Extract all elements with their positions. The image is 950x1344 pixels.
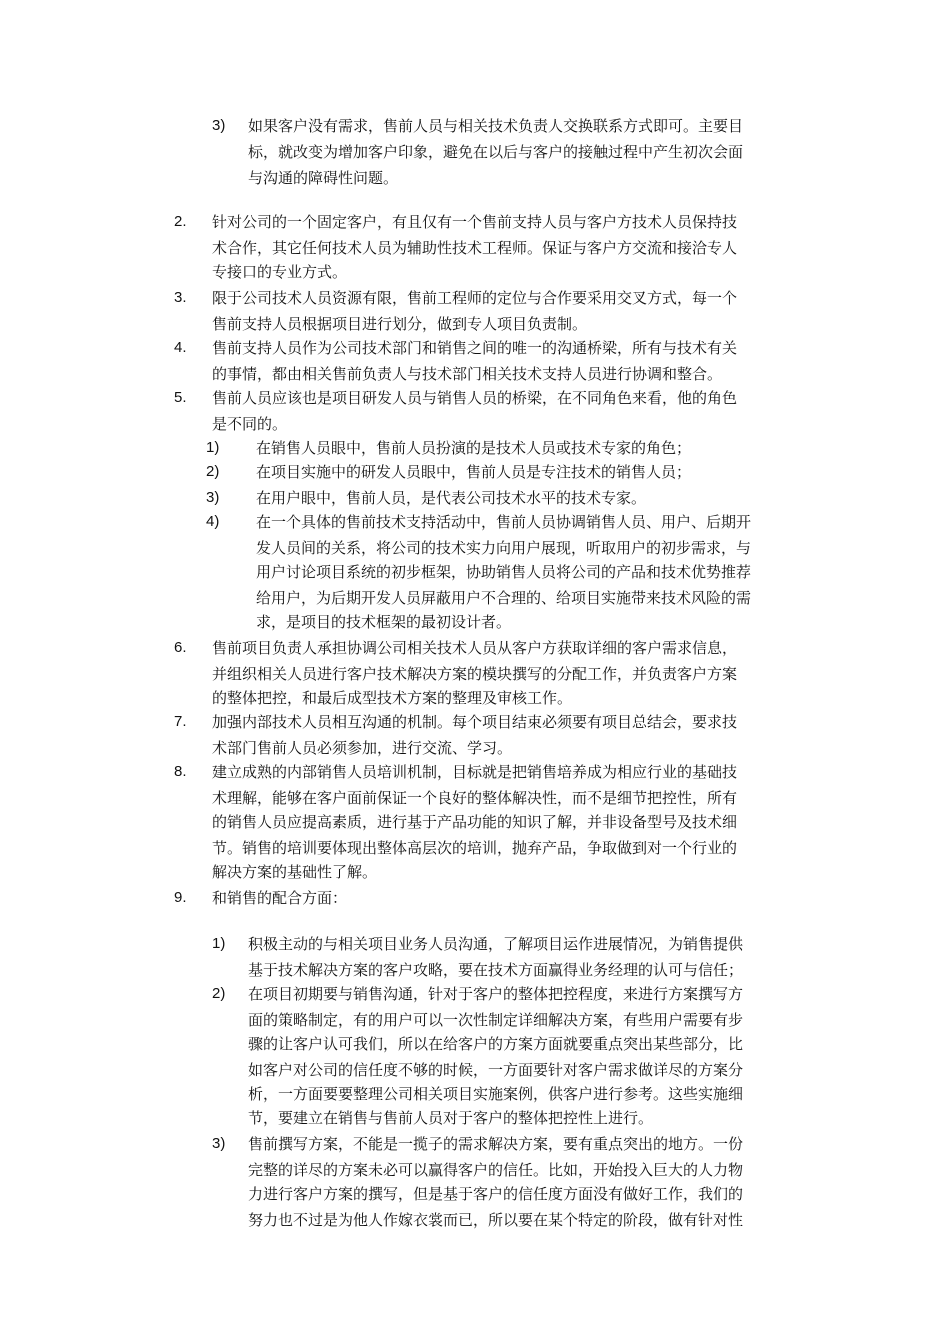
text-line: 用户讨论项目系统的初步框架，协助销售人员将公司的产品和技术优势推荐 xyxy=(256,563,752,581)
text-line: 加强内部技术人员相互沟通的机制。每个项目结束必须要有项目总结会，要求技 xyxy=(212,713,738,731)
text-line: 在用户眼中，售前人员，是代表公司技术水平的技术专家。 xyxy=(256,489,647,507)
text-line: 和销售的配合方面： xyxy=(212,889,348,907)
text-line: 节，要建立在销售与售前人员对于客户的整体把控性上进行。 xyxy=(248,1109,654,1127)
text-line: 基于技术解决方案的客户攻略，要在技术方面赢得业务经理的认可与信任； xyxy=(248,961,744,979)
text-line: 术部门售前人员必须参加，进行交流、学习。 xyxy=(212,739,513,757)
text-line: 是不同的。 xyxy=(212,415,288,433)
list-number: 2. xyxy=(174,213,187,230)
text-line: 专接口的专业方式。 xyxy=(212,263,348,281)
text-line: 节。销售的培训要体现出整体高层次的培训，抛弃产品，争取做到对一个行业的 xyxy=(212,839,738,857)
text-line: 售前人员应该也是项目研发人员与销售人员的桥梁，在不同角色来看，他的角色 xyxy=(212,389,738,407)
text-line: 售前项目负责人承担协调公司相关技术人员从客户方获取详细的客户需求信息， xyxy=(212,639,738,657)
text-line: 售前支持人员根据项目进行划分，做到专人项目负责制。 xyxy=(212,315,588,333)
text-line: 在项目实施中的研发人员眼中，售前人员是专注技术的销售人员； xyxy=(256,463,692,481)
text-line: 面的策略制定，有的用户可以一次性制定详细解决方案，有些用户需要有步 xyxy=(248,1011,744,1029)
text-line: 积极主动的与相关项目业务人员沟通，了解项目运作进展情况，为销售提供 xyxy=(248,935,744,953)
list-number: 8. xyxy=(174,763,187,780)
text-line: 的整体把控，和最后成型技术方案的整理及审核工作。 xyxy=(212,689,573,707)
text-line: 发人员间的关系，将公司的技术实力向用户展现，听取用户的初步需求，与 xyxy=(256,539,752,557)
text-line: 在一个具体的售前技术支持活动中，售前人员协调销售人员、用户、后期开 xyxy=(256,513,752,531)
list-number: 4. xyxy=(174,339,187,356)
text-line: 如果客户没有需求，售前人员与相关技术负责人交换联系方式即可。主要目 xyxy=(248,117,744,135)
list-number: 9. xyxy=(174,889,187,906)
text-line: 如客户对公司的信任度不够的时候，一方面要针对客户需求做详尽的方案分 xyxy=(248,1061,744,1079)
text-line: 建立成熟的内部销售人员培训机制，目标就是把销售培养成为相应行业的基础技 xyxy=(212,763,738,781)
sublist-number: 3) xyxy=(212,1135,226,1152)
sublist-number: 2) xyxy=(212,985,226,1002)
text-line: 售前支持人员作为公司技术部门和销售之间的唯一的沟通桥梁，所有与技术有关 xyxy=(212,339,738,357)
text-line: 并组织相关人员进行客户技术解决方案的模块撰写的分配工作，并负责客户方案 xyxy=(212,665,738,683)
text-line: 的销售人员应提高素质，进行基于产品功能的知识了解，并非设备型号及技术细 xyxy=(212,813,738,831)
text-line: 努力也不过是为他人作嫁衣裳而已，所以要在某个特定的阶段，做有针对性 xyxy=(248,1211,744,1229)
text-line: 针对公司的一个固定客户，有且仅有一个售前支持人员与客户方技术人员保持技 xyxy=(212,213,738,231)
text-line: 术合作，其它任何技术人员为辅助性技术工程师。保证与客户方交流和接洽专人 xyxy=(212,239,738,257)
text-line: 给用户，为后期开发人员屏蔽用户不合理的、给项目实施带来技术风险的需 xyxy=(256,589,752,607)
text-line: 解决方案的基础性了解。 xyxy=(212,863,378,881)
text-line: 力进行客户方案的撰写，但是基于客户的信任度方面没有做好工作，我们的 xyxy=(248,1185,744,1203)
list-number: 3) xyxy=(212,117,226,134)
text-line: 求，是项目的技术框架的最初设计者。 xyxy=(256,613,512,631)
text-line: 标，就改变为增加客户印象，避免在以后与客户的接触过程中产生初次会面 xyxy=(248,143,744,161)
sublist-number: 4) xyxy=(206,513,220,530)
text-line: 售前撰写方案，不能是一揽子的需求解决方案，要有重点突出的地方。一份 xyxy=(248,1135,744,1153)
list-number: 7. xyxy=(174,713,187,730)
sublist-number: 1) xyxy=(206,439,220,456)
text-line: 析，一方面要要整理公司相关项目实施案例，供客户进行参考。这些实施细 xyxy=(248,1085,744,1103)
text-line: 在项目初期要与销售沟通，针对于客户的整体把控程度，来进行方案撰写方 xyxy=(248,985,744,1003)
text-line: 在销售人员眼中，售前人员扮演的是技术人员或技术专家的角色； xyxy=(256,439,692,457)
text-line: 骤的让客户认可我们，所以在给客户的方案方面就要重点突出某些部分，比 xyxy=(248,1035,744,1053)
list-number: 3. xyxy=(174,289,187,306)
text-line: 术理解，能够在客户面前保证一个良好的整体解决性，而不是细节把控性，所有 xyxy=(212,789,738,807)
text-line: 与沟通的障碍性问题。 xyxy=(248,169,399,187)
list-number: 5. xyxy=(174,389,187,406)
sublist-number: 3) xyxy=(206,489,220,506)
sublist-number: 1) xyxy=(212,935,226,952)
text-line: 的事情，都由相关售前负责人与技术部门相关技术支持人员进行协调和整合。 xyxy=(212,365,723,383)
list-number: 6. xyxy=(174,639,187,656)
sublist-number: 2) xyxy=(206,463,220,480)
text-line: 限于公司技术人员资源有限，售前工程师的定位与合作要采用交叉方式，每一个 xyxy=(212,289,738,307)
text-line: 完整的详尽的方案未必可以赢得客户的信任。比如，开始投入巨大的人力物 xyxy=(248,1161,744,1179)
